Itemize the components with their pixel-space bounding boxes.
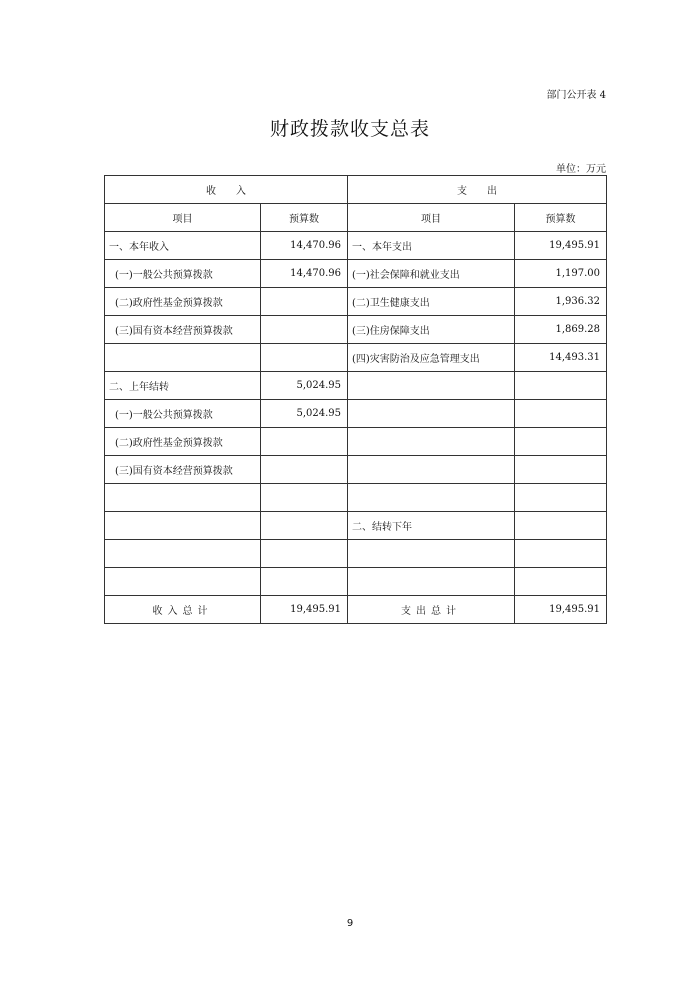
total-income-label: 收入总计	[105, 596, 261, 624]
table-row	[105, 344, 607, 372]
expense-item-cell	[348, 372, 515, 400]
page-number: 9	[346, 918, 354, 929]
income-item-cell	[105, 540, 261, 568]
expense-budget-cell	[515, 456, 607, 484]
income-budget-cell: 5,024.95	[261, 372, 348, 400]
expense-item-cell: (三)住房保障支出	[348, 316, 515, 344]
income-budget-cell	[261, 316, 348, 344]
table-tag: 部门公开表 4	[546, 90, 606, 101]
income-item-cell	[105, 484, 261, 512]
expense-item-cell	[348, 400, 515, 428]
table-row	[105, 288, 607, 316]
expense-item-cell: (二)卫生健康支出	[348, 288, 515, 316]
income-budget-cell: 14,470.96	[261, 232, 348, 260]
expense-budget-cell	[515, 484, 607, 512]
expense-item-cell: (一)社会保障和就业支出	[348, 260, 515, 288]
income-budget-cell	[261, 568, 348, 596]
income-item-cell	[105, 344, 261, 372]
expense-budget-cell: 14,493.31	[515, 344, 607, 372]
income-budget-cell	[261, 344, 348, 372]
income-item-cell: (三)国有资本经营预算拨款	[105, 316, 261, 344]
income-budget-cell	[261, 428, 348, 456]
column-header-row	[105, 204, 607, 232]
income-item-cell: 一、本年收入	[105, 232, 261, 260]
expense-budget-header: 预算数	[515, 204, 607, 232]
table-row	[105, 456, 607, 484]
total-expense-value: 19,495.91	[515, 596, 607, 624]
table-row	[105, 540, 607, 568]
section-header-row	[105, 176, 607, 204]
income-item-cell: 二、上年结转	[105, 372, 261, 400]
finance-table	[104, 175, 607, 624]
expense-budget-cell	[515, 372, 607, 400]
expense-budget-cell: 19,495.91	[515, 232, 607, 260]
income-budget-cell	[261, 512, 348, 540]
income-budget-cell	[261, 484, 348, 512]
income-budget-cell	[261, 540, 348, 568]
table-row	[105, 232, 607, 260]
page-title: 财政拨款收支总表	[269, 118, 430, 140]
income-item-header: 项目	[105, 204, 261, 232]
income-item-cell: (三)国有资本经营预算拨款	[105, 456, 261, 484]
income-item-cell	[105, 568, 261, 596]
expense-header: 支 出	[348, 176, 607, 204]
expense-budget-cell	[515, 428, 607, 456]
total-income-value: 19,495.91	[261, 596, 348, 624]
expense-budget-cell: 1,869.28	[515, 316, 607, 344]
table-row	[105, 512, 607, 540]
expense-budget-cell: 1,936.32	[515, 288, 607, 316]
expense-budget-cell	[515, 568, 607, 596]
expense-item-cell	[348, 456, 515, 484]
expense-item-cell	[348, 568, 515, 596]
unit-label: 单位：万元	[556, 164, 606, 175]
expense-budget-cell	[515, 400, 607, 428]
expense-item-cell	[348, 540, 515, 568]
income-budget-cell: 14,470.96	[261, 260, 348, 288]
total-expense-label: 支出总计	[348, 596, 515, 624]
table-row	[105, 568, 607, 596]
expense-item-cell: 二、结转下年	[348, 512, 515, 540]
table-row	[105, 372, 607, 400]
expense-item-header: 项目	[348, 204, 515, 232]
income-budget-header: 预算数	[261, 204, 348, 232]
expense-item-cell: 一、本年支出	[348, 232, 515, 260]
expense-item-cell	[348, 484, 515, 512]
total-row	[105, 596, 607, 624]
table-row	[105, 316, 607, 344]
expense-budget-cell	[515, 540, 607, 568]
expense-budget-cell	[515, 512, 607, 540]
table-row	[105, 260, 607, 288]
income-item-cell: (一)一般公共预算拨款	[105, 400, 261, 428]
expense-budget-cell: 1,197.00	[515, 260, 607, 288]
income-item-cell: (二)政府性基金预算拨款	[105, 288, 261, 316]
expense-item-cell	[348, 428, 515, 456]
income-header: 收 入	[105, 176, 348, 204]
income-item-cell: (二)政府性基金预算拨款	[105, 428, 261, 456]
income-budget-cell	[261, 288, 348, 316]
income-budget-cell: 5,024.95	[261, 400, 348, 428]
income-item-cell	[105, 512, 261, 540]
income-budget-cell	[261, 456, 348, 484]
expense-item-cell: (四)灾害防治及应急管理支出	[348, 344, 515, 372]
table-row	[105, 400, 607, 428]
table-row	[105, 484, 607, 512]
income-item-cell: (一)一般公共预算拨款	[105, 260, 261, 288]
table-row	[105, 428, 607, 456]
